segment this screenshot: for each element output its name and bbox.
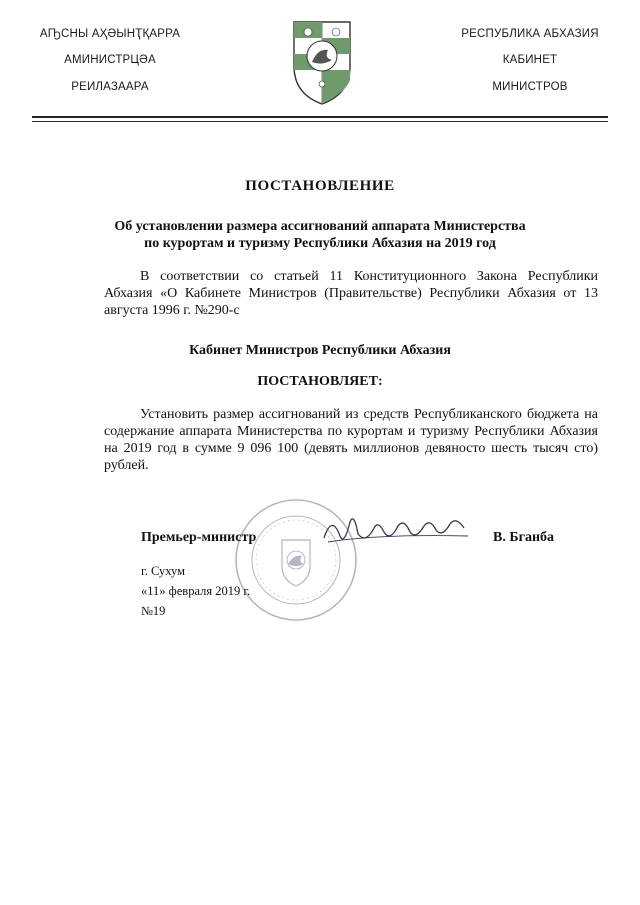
- document-subtitle: [0, 218, 640, 252]
- header-right-line-1: РЕСПУБЛИКА АБХАЗИЯ: [461, 28, 599, 40]
- signatory-position: Премьер-министр: [141, 530, 257, 545]
- issuing-body-heading: Кабинет Министров Республики Абхазия: [189, 343, 451, 358]
- header-divider-thin: [32, 121, 608, 122]
- subtitle-line-2: по курортам и туризму Республики Абхазия на 2019 год: [144, 236, 496, 251]
- header-right-line-3: МИНИСТРОВ: [492, 81, 568, 93]
- issue-city: г. Сухум: [141, 564, 186, 578]
- header-left-line-2: АМИНИСТРЦӘА: [64, 54, 156, 66]
- document-title: ПОСТАНОВЛЕНИЕ: [245, 178, 395, 194]
- header-left-line-3: РЕИЛАЗААРА: [71, 81, 149, 93]
- decree-heading: ПОСТАНОВЛЯЕТ:: [257, 374, 383, 389]
- header-divider-thick: [32, 116, 608, 118]
- subtitle-line-1: Об установлении размера ассигнований аппарата Министерства: [114, 219, 526, 234]
- preamble-text: В соответствии со статьей 11 Конституционного Закона Республики Абхазия «О Кабинете Министров (Правительстве) Республики Абхазия от 13 августа 1996 г. №290-с: [104, 269, 598, 318]
- decision-paragraph: [104, 406, 598, 474]
- signatory-name: В. Бганба: [493, 530, 555, 545]
- document-number: №19: [141, 604, 166, 618]
- coat-of-arms-icon: [288, 18, 356, 106]
- header-right-line-2: КАБИНЕТ: [502, 54, 558, 66]
- decision-text: Установить размер ассигнований из средств Республиканского бюджета на содержание аппарата Министерства по курортам и туризму Республики Абхазия на 2019 год в сумме 9 096 100 (девять миллионов девяносто шесть тысяч сто) рублей.: [104, 407, 598, 473]
- preamble-paragraph: [104, 268, 598, 319]
- header-left-line-1: АҦСНЫ АҲӘЫНҬҚАРРА: [39, 28, 181, 40]
- handwritten-signature: [318, 508, 478, 552]
- issue-date: «11» февраля 2019 г.: [141, 584, 251, 598]
